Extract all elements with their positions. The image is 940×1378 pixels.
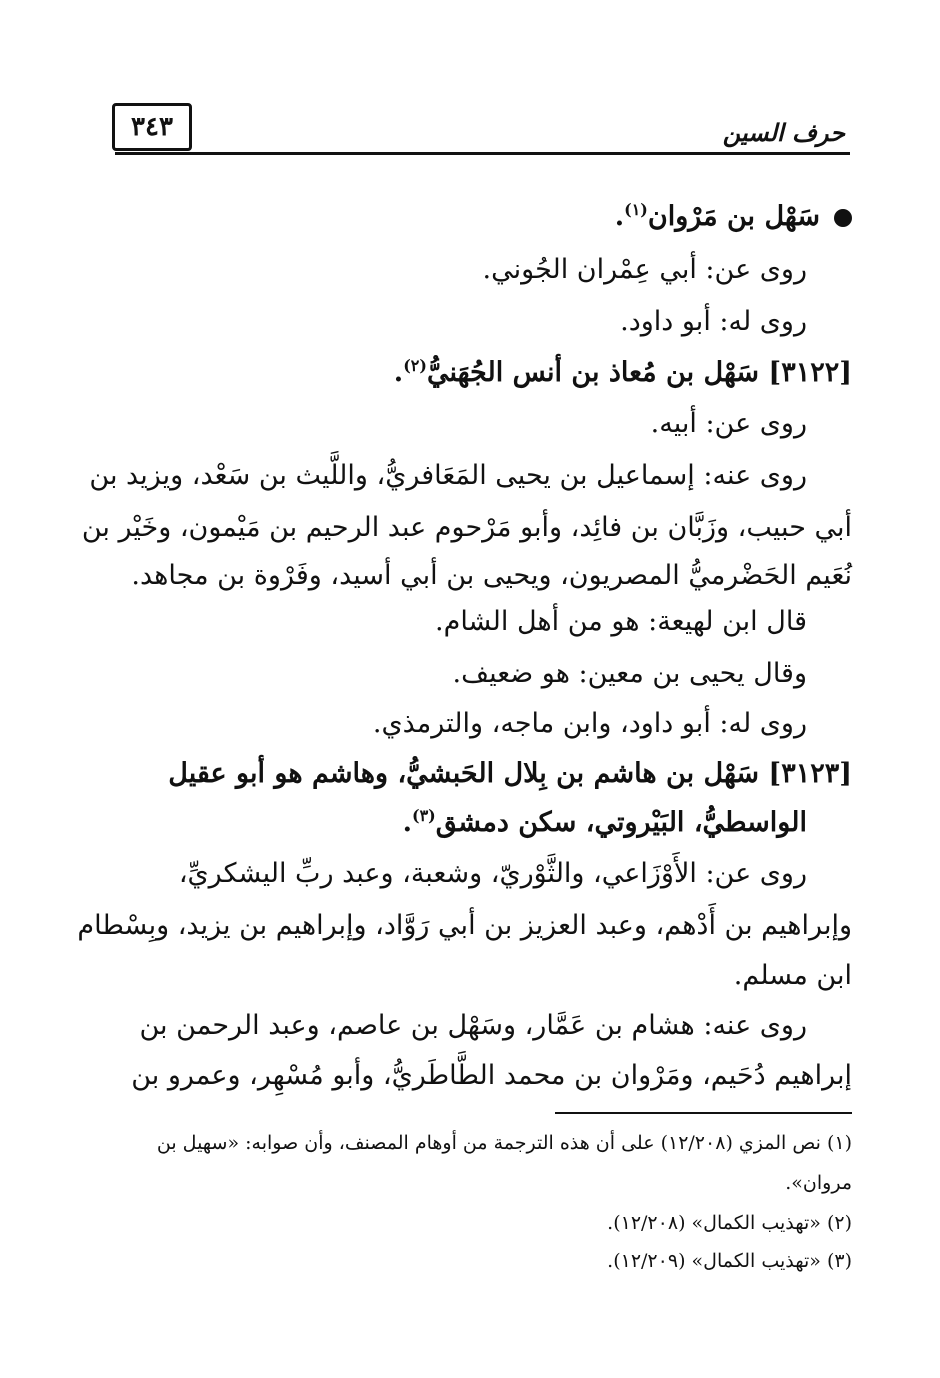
entry-title: [٣١٢٣] سَهْل بن هاشم بن بِلال الحَبشيُّ، وهاشم هو أبو عقيل — [168, 758, 852, 789]
text-line: أبي حبيب، وزَبَّان بن فائِد، وأبو مَرْحوم عبد الرحيم بن مَيْمون، وخَيْر بن — [81, 512, 852, 543]
entry-title: [٣١٢٢] سَهْل بن مُعاذ بن أنس الجُهَنيُّ$^{(٢)}$. — [393, 356, 852, 388]
text-line: روى عنه: إسماعيل بن يحيى المَعَافريُّ، واللَّيث بن سَعْد، ويزيد بن — [89, 460, 807, 491]
entry-title-cont: الواسطيُّ، البَيْروتي، سكن دمشق$^{(٣)}$. — [402, 806, 807, 838]
text-line: وإبراهيم بن أَدْهم، وعبد العزيز بن أبي رَوَّاد، وإبراهيم بن يزيد، وبِسْطام — [77, 910, 852, 941]
running-title: حرف السين — [722, 118, 845, 147]
footnote: (٢) «تهذيب الكمال» (١٢/٢٠٨). — [607, 1212, 852, 1234]
text-line: إبراهيم دُحَيم، ومَرْوان بن محمد الطَّاطَريُّ، وأبو مُسْهِر، وعمرو بن — [131, 1060, 852, 1091]
bullet-icon — [834, 209, 852, 227]
text-line: روى له: أبو داود، وابن ماجه، والترمذي. — [372, 708, 807, 739]
text-line: روى عن: أبي عِمْران الجُوني. — [482, 254, 807, 285]
footnote: مروان». — [785, 1172, 852, 1194]
text-line: ابن مسلم. — [733, 960, 852, 991]
header-rule — [115, 152, 850, 155]
text-line: قال ابن لهيعة: هو من أهل الشام. — [435, 606, 807, 637]
footnote-rule — [555, 1112, 852, 1114]
text-line: وقال يحيى بن معين: هو ضعيف. — [452, 658, 807, 689]
page-number-box — [112, 103, 192, 151]
footnote: (٣) «تهذيب الكمال» (١٢/٢٠٩). — [607, 1250, 852, 1272]
text-line: روى عن: الأَوْزَاعي، والثَّوْريّ، وشعبة، وعبد ربِّ اليشكريِّ، — [178, 858, 807, 889]
entry-title: سَهْل بن مَرْوان$^{(١)}$. — [112, 200, 852, 232]
page-number: ٣٤٣ — [131, 112, 173, 142]
text-line: روى له: أبو داود. — [620, 306, 807, 337]
footnote: (١) نص المزي (١٢/٢٠٨) على أن هذه الترجمة من أوهام المصنف، وأن صوابه: «سهيل بن — [156, 1132, 852, 1154]
text-line: روى عن: أبيه. — [650, 408, 807, 439]
text-line: روى عنه: هشام بن عَمَّار، وسَهْل بن عاصم، وعبد الرحمن بن — [139, 1010, 807, 1041]
text-line: نُعَيم الحَضْرميُّ المصريون، ويحيى بن أبي أسيد، وفَرْوة بن مجاهد. — [131, 560, 852, 591]
